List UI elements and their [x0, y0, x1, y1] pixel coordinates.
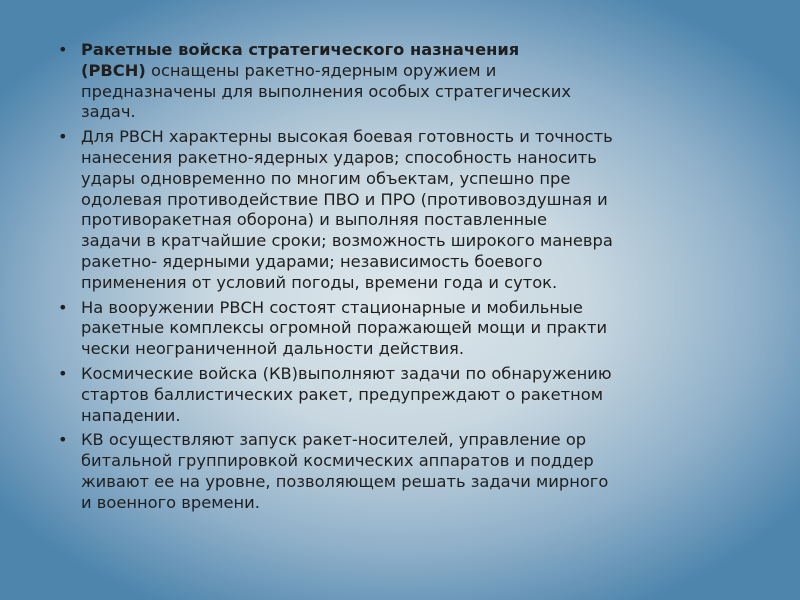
bullet-text-line-mixed [81, 61, 734, 82]
bullet-text-line: Ракетные войска стратегического назначения [81, 40, 520, 59]
bullet-text-line: и военного времени. [81, 492, 260, 512]
bullet-text-line: предназначены для выполнения особых стратегических [81, 81, 572, 101]
bullet-item-space-forces [58, 364, 734, 426]
bullet-text-line: Для РВСН характерны высокая боевая готовность и точность [81, 127, 613, 147]
bullet-text-line: ракетно- ядерными ударами; независимость боевого [81, 251, 543, 271]
bullet-marker: • [58, 430, 68, 450]
bullet-text-fragment: оснащены ракетно-ядерным оружием и [145, 60, 497, 80]
bullet-text-line: чески неограниченной дальности действия. [81, 339, 465, 359]
bullet-item-space-forces-launch [58, 430, 734, 513]
bullet-text-line: стартов баллистических ракет, предупреждают о ракетном [81, 384, 604, 404]
bullet-marker: • [58, 363, 68, 383]
bullet-text-line: На вооружении РВСН состоят стационарные и мобильные [81, 297, 583, 317]
bullet-text-line: нападении. [81, 405, 181, 425]
bullet-item-rvsn-armament [58, 298, 734, 360]
bullet-text-line: применения от условий погоды, времени года и суток. [81, 272, 558, 292]
bullet-text-line: удары одновременно по многим объектам, успешно пре [81, 168, 571, 188]
bullet-marker: • [58, 40, 68, 59]
bullet-text-line: живают ее на уровне, позволяющем решать задачи мирного [81, 471, 609, 491]
bullet-list [58, 40, 734, 518]
bullet-text-line: ракетные комплексы огромной поражающей мощи и практи [81, 318, 608, 338]
bullet-item-rvsn-characteristics [58, 127, 734, 293]
bullet-text-line: нанесения ракетно-ядерных ударов; способность наносить [81, 147, 597, 167]
bullet-item-rvsn-intro [58, 40, 734, 123]
bullet-text-line: задач. [81, 102, 136, 122]
bullet-marker: • [58, 127, 68, 147]
bullet-text-line: битальной группировкой космических аппаратов и поддер [81, 451, 594, 471]
bullet-text-line: одолевая противодействие ПВО и ПРО (противовоздушная и [81, 189, 608, 209]
bullet-text-line: КВ осуществляют запуск ракет-носителей, управление ор [81, 430, 587, 450]
bullet-text-abbreviation: (РВСН) [81, 60, 146, 80]
bullet-text-line: противоракетная оборона) и выполняя поставленные [81, 210, 548, 230]
bullet-marker: • [58, 297, 68, 317]
bullet-text-line: задачи в кратчайшие сроки; возможность широкого маневра [81, 231, 613, 251]
bullet-text-line: Космические войска (КВ)выполняют задачи по обнаружению [81, 363, 612, 383]
